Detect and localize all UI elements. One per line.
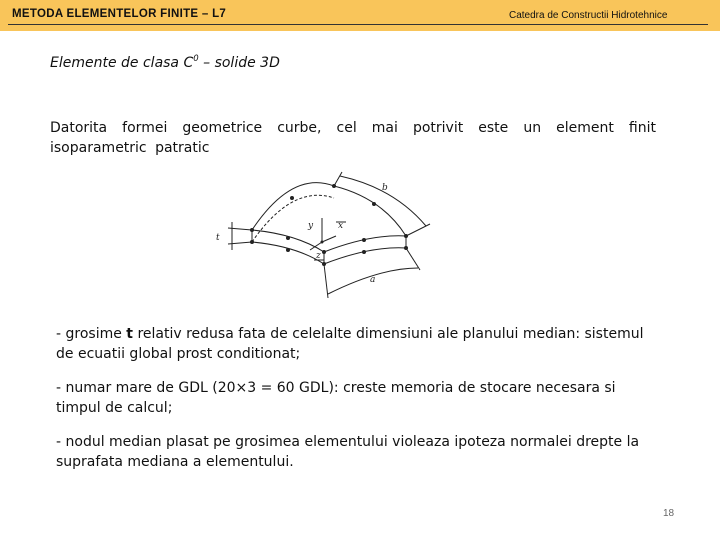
label-t: t: [216, 233, 220, 243]
subtitle-text: Elemente de clasa C: [50, 55, 194, 71]
label-z: z: [316, 251, 321, 261]
label-b: b: [382, 183, 388, 193]
bullet-item: [56, 378, 660, 418]
bullet-item: [56, 432, 660, 472]
z-axis: [310, 242, 322, 250]
slide-subtitle: [50, 54, 280, 71]
intro-paragraph: Datorita formei geometrice curbe, cel mai potrivit este un element finit isoparametric patratic: [50, 120, 656, 156]
top-surface-front-edge: [324, 236, 406, 252]
x-axis: [322, 236, 336, 242]
label-a: a: [370, 275, 376, 285]
bullet-list: [56, 324, 660, 486]
bullet-text: - nodul median plasat pe grosimea elementului violeaza ipoteza normalei drepte la suprafata mediana a elementului.: [56, 434, 640, 470]
header-department: Catedra de Constructii Hidrotehnice: [509, 10, 668, 21]
bottom-surface-left-edge: [252, 242, 324, 264]
top-surface-right-edge: [334, 186, 406, 236]
bullet-text: - grosime: [56, 326, 127, 342]
page-number: 18: [663, 508, 675, 519]
subtitle-superscript: 0: [193, 54, 199, 64]
bullet-text-rest: relativ redusa fata de celelalte dimensiuni ale planului median: sistemul de ecuatii global prost conditionat;: [56, 326, 644, 362]
header-divider: [8, 24, 708, 25]
bullet-item: [56, 324, 660, 364]
bottom-surface-front-edge: [324, 248, 406, 264]
bullet-text: - numar mare de GDL (20×3 = 60 GDL): creste memoria de stocare necesara si timpul de calcul;: [56, 380, 616, 416]
label-x: x: [338, 221, 344, 231]
label-y: y: [308, 221, 314, 231]
subtitle-suffix: – solide 3D: [198, 55, 280, 71]
bullet-bold-symbol: t: [126, 326, 133, 342]
header-course-title: METODA ELEMENTELOR FINITE – L7: [12, 8, 227, 20]
isoparametric-element-diagram: [204, 170, 444, 320]
